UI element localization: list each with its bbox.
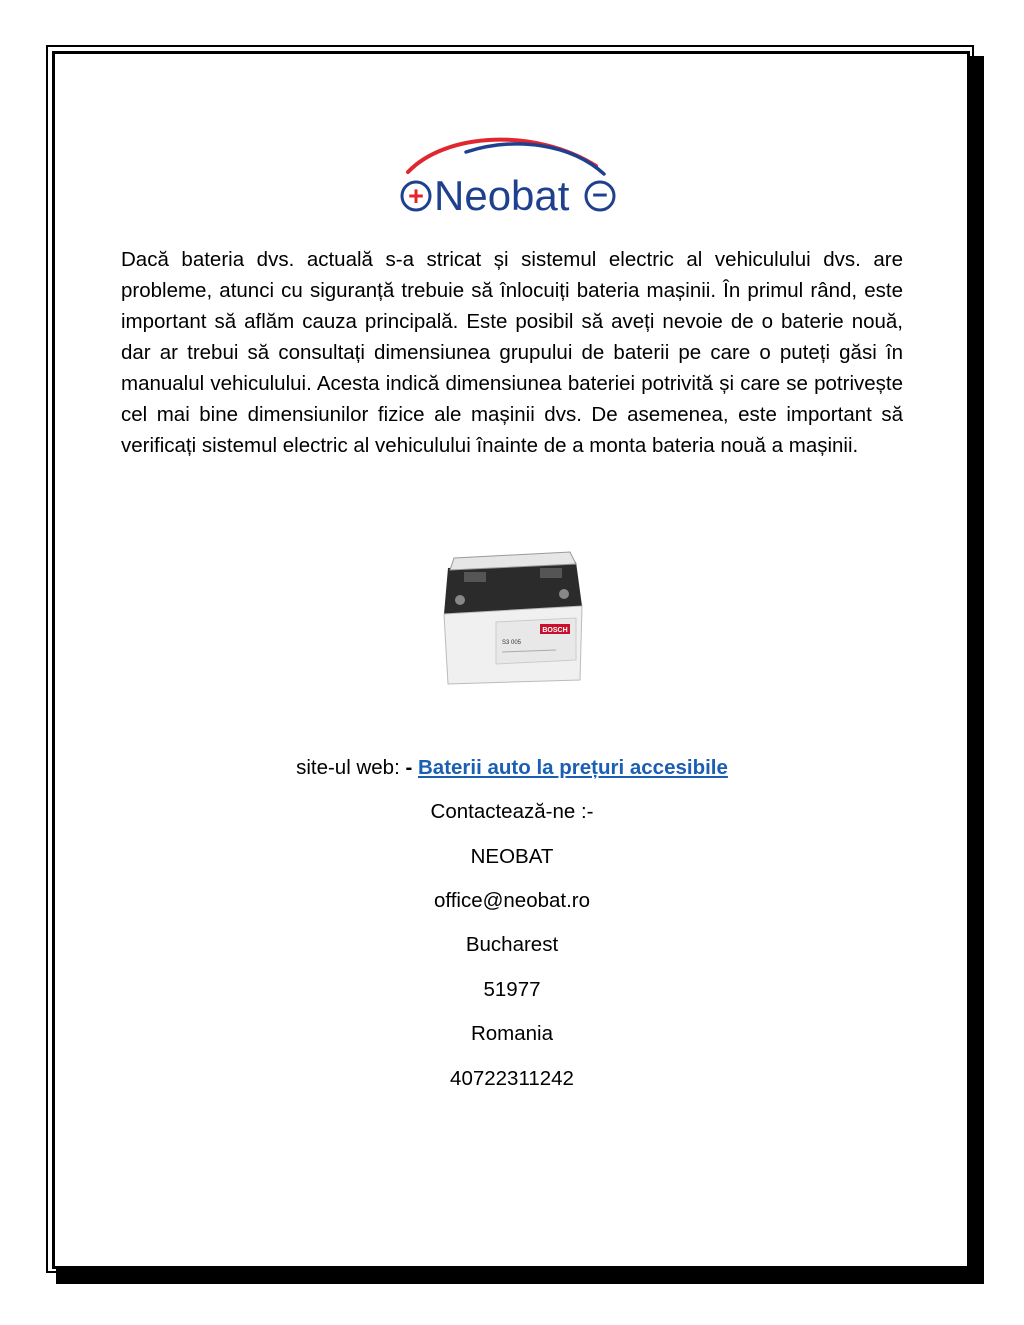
website-label: site-ul web: <box>296 756 406 779</box>
contact-postal-code: 51977 <box>483 978 541 1001</box>
contact-city: Bucharest <box>465 933 559 956</box>
logo-wordmark: Neobat <box>434 172 570 219</box>
website-dash: - <box>405 756 418 779</box>
neobat-logo <box>396 130 622 222</box>
contact-country: Romania <box>470 1022 554 1045</box>
intro-paragraph: Dacă bateria dvs. actuală s-a stricat și sistemul electric al vehiculului dvs. are probleme, atunci cu siguranță trebuie să înlocuiți bateria mașinii. În primul rând, este important să aflăm cauza principală. Este posibil să aveți nevoie de o baterie nouă, dar ar trebui să consultați dimensiunea grupului de baterii pe care o puteți găsi în manualul vehiculului. Acesta indică dimensiunea bateriei potrivită și care se potrivește cel mai bine dimensiunilor fizice ale mașinii dvs. De asemenea, este important să verificați sistemul electric al vehiculului înainte de a monta bateria nouă a mașinii. <box>121 248 903 457</box>
contact-heading: Contactează-ne :- <box>430 800 594 823</box>
car-battery-image <box>436 548 586 688</box>
logo-minus-symbol: − <box>592 180 608 210</box>
website-link[interactable]: Baterii auto la prețuri accesibile <box>418 756 728 779</box>
website-line <box>0 755 1024 781</box>
contact-phone: 40722311242 <box>450 1067 574 1090</box>
company-name: NEOBAT <box>470 845 554 868</box>
contact-email: office@neobat.ro <box>433 889 591 912</box>
logo-plus-symbol: + <box>408 181 424 211</box>
battery-brand-label: BOSCH <box>542 627 568 634</box>
logo-swoosh-blue <box>466 144 604 174</box>
battery-model-label: S3 005 <box>502 640 522 646</box>
